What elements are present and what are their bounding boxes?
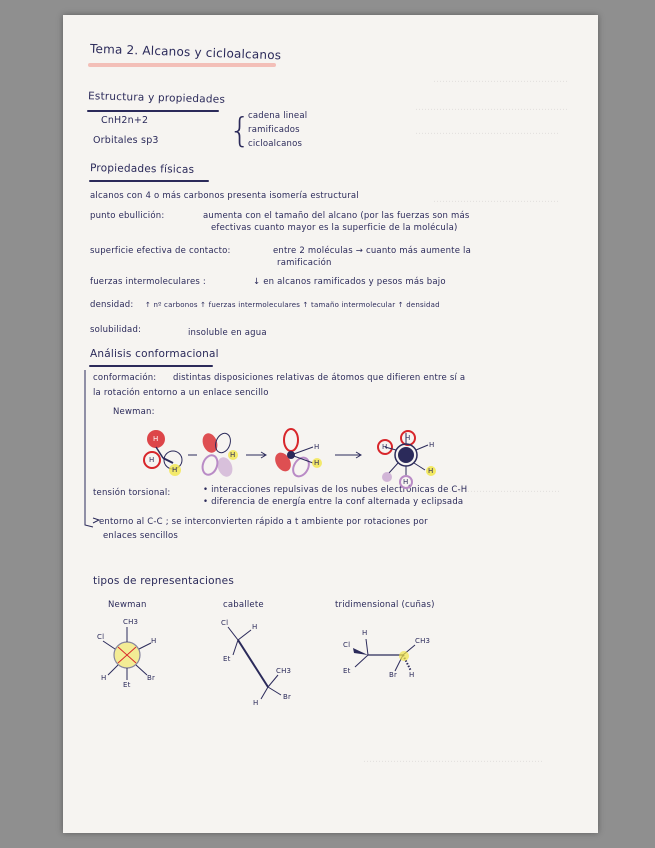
atom-label-h: H — [153, 435, 159, 443]
ebullicion-text-2: efectivas cuanto mayor es la superficie de la molécula) — [211, 223, 458, 233]
sub-label-et: Et — [223, 655, 231, 663]
densidad-label: densidad: — [90, 300, 134, 310]
atom-label-h: H — [403, 478, 409, 486]
sub-label-br: Br — [283, 693, 292, 701]
bleed-through-text: …………………………………………………… — [363, 755, 543, 765]
conformacion-def-2: la rotación entorno a un enlace sencillo — [93, 388, 269, 398]
rep-label-caballete: caballete — [223, 600, 264, 610]
page-title: Tema 2. Alcanos y cicloalcanos — [89, 41, 282, 63]
atom-label-h: H — [230, 451, 236, 459]
arrow-icon — [93, 518, 99, 523]
bleed-through-text: ………………………………………… — [415, 127, 559, 137]
tension-text-1: • interacciones repulsivas de los nubes electrónicas de C-H — [203, 485, 468, 495]
caballete-drawing — [228, 627, 281, 699]
newman-projection-drawing — [103, 627, 151, 680]
sub-label-cl: Cl — [221, 619, 229, 627]
sub-label-br: Br — [389, 671, 398, 679]
section-heading-representaciones: tipos de representaciones — [93, 575, 234, 587]
densidad-text: ↑ nº carbonos ↑ fuerzas intermoleculares ↑ tamaño intermolecular ↑ densidad — [145, 301, 440, 309]
entorno-text-2: enlaces sencillos — [103, 531, 179, 541]
superficie-text-1: entre 2 moléculas → cuanto más aumente la — [273, 246, 471, 256]
type-ramificados: ramificados — [248, 125, 300, 135]
bleed-through-text: …………………………………… — [433, 195, 559, 205]
sub-label-ch3: CH3 — [415, 637, 431, 645]
conformacion-label: conformación: — [93, 373, 157, 383]
sub-label-h: H — [409, 671, 415, 679]
type-cicloalcanos: cicloalcanos — [248, 139, 303, 149]
general-formula: CnH2n+2 — [101, 115, 149, 126]
fuerzas-text: ↓ en alcanos ramificados y pesos más bajo — [253, 277, 446, 287]
atom-label-h: H — [172, 466, 178, 474]
rep-label-tridimensional: tridimensional (cuñas) — [335, 600, 435, 610]
atom-label-h: H — [314, 459, 320, 467]
sub-label-br: Br — [147, 674, 156, 682]
section-heading-estructura: Estructura y propiedades — [87, 90, 226, 106]
atom-label-h: H — [149, 456, 155, 464]
sub-label-h: H — [151, 637, 157, 645]
solubilidad-label: solubilidad: — [90, 325, 142, 335]
conformacion-def-1: distintas disposiciones relativas de átomos que difieren entre sí a — [173, 373, 466, 383]
superficie-text-2: ramificación — [277, 258, 332, 268]
ebullicion-text-1: aumenta con el tamaño del alcano (por las fuerzas son más — [203, 211, 470, 221]
section-heading-propiedades: Propiedades físicas — [89, 162, 195, 176]
ebullicion-label: punto ebullición: — [90, 211, 165, 221]
sub-label-h: H — [362, 629, 368, 637]
drawings-layer — [63, 15, 598, 833]
section-heading-conformacional: Análisis conformacional — [90, 348, 219, 360]
entorno-text-1: entorno al C-C ; se interconvierten rápido a t ambiente por rotaciones por — [99, 517, 428, 527]
solubilidad-text: insoluble en agua — [188, 328, 267, 338]
curly-brace: { — [229, 111, 251, 151]
isomeria-text: alcanos con 4 o más carbonos presenta isomería estructural — [90, 191, 359, 201]
tridimensional-drawing — [353, 639, 415, 671]
atom-label-h: H — [382, 443, 388, 451]
bleed-through-text: ……………………………………… — [433, 75, 568, 85]
atom-label-h: H — [314, 443, 320, 451]
sub-label-h: H — [253, 699, 259, 707]
atom-label-h: H — [428, 467, 434, 475]
type-cadena-lineal: cadena lineal — [248, 111, 308, 121]
fuerzas-label: fuerzas intermoleculares : — [90, 277, 206, 287]
sub-label-cl: Cl — [97, 633, 105, 641]
bleed-through-text: ………………………………… — [443, 485, 560, 495]
orbitales-text: Orbitales sp3 — [93, 135, 159, 146]
margin-bracket — [85, 370, 93, 527]
rep-label-newman: Newman — [108, 600, 147, 610]
atom-label-h: H — [405, 434, 411, 442]
newman-label: Newman: — [113, 407, 155, 417]
sub-label-et: Et — [123, 681, 131, 689]
notebook-page — [63, 15, 598, 833]
sub-label-ch3: CH3 — [123, 618, 139, 626]
tension-text-2: • diferencia de energía entre la conf alternada y eclipsada — [203, 497, 464, 507]
sub-label-et: Et — [343, 667, 351, 675]
sub-label-ch3: CH3 — [276, 667, 292, 675]
molecule-drawing-3 — [272, 429, 322, 479]
atom-label-h: H — [429, 441, 435, 449]
tension-label: tensión torsional: — [93, 488, 171, 498]
superficie-label: superficie efectiva de contacto: — [90, 246, 231, 256]
sub-label-h: H — [252, 623, 258, 631]
bleed-through-text: …………………………………………… — [415, 103, 568, 113]
sub-label-cl: Cl — [343, 641, 351, 649]
sub-label-h: H — [101, 674, 107, 682]
